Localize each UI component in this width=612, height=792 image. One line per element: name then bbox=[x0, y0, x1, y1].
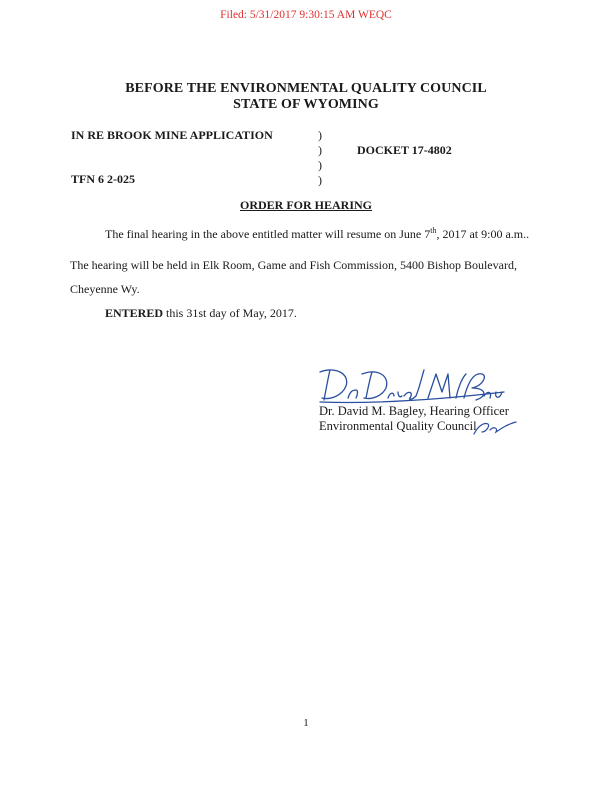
page-number: 1 bbox=[303, 717, 309, 729]
title-line-1: BEFORE THE ENVIRONMENTAL QUALITY COUNCIL bbox=[125, 81, 487, 96]
caption-docket: DOCKET 17-4802 bbox=[357, 143, 452, 157]
caption-matter: IN RE BROOK MINE APPLICATION bbox=[71, 128, 273, 142]
signature-name: Dr. David M. Bagley, Hearing Officer bbox=[319, 404, 509, 418]
caption-paren: ) bbox=[318, 128, 322, 142]
caption-paren: ) bbox=[318, 143, 322, 157]
caption-paren: ) bbox=[318, 158, 322, 172]
handwritten-initials bbox=[470, 416, 518, 438]
entered-line bbox=[105, 306, 297, 321]
signature-title: Environmental Quality Council bbox=[319, 419, 477, 433]
filed-stamp: Filed: 5/31/2017 9:30:15 AM WEQC bbox=[220, 9, 392, 21]
caption-tfn: TFN 6 2-025 bbox=[71, 172, 135, 186]
order-heading: ORDER FOR HEARING bbox=[239, 198, 372, 212]
entered-rest: this 31st day of May, 2017. bbox=[163, 306, 297, 320]
body-paragraph-3: Cheyenne Wy. bbox=[70, 282, 140, 296]
title-line-2: STATE OF WYOMING bbox=[233, 97, 379, 112]
caption-paren: ) bbox=[318, 173, 322, 187]
handwritten-signature bbox=[316, 362, 506, 406]
body-p1-sup: th bbox=[430, 226, 437, 235]
body-paragraph-2: The hearing will be held in Elk Room, Game and Fish Commission, 5400 Bishop Boulevard, bbox=[70, 258, 517, 272]
body-p1-after: , 2017 at 9:00 a.m.. bbox=[436, 227, 530, 241]
body-paragraph-1 bbox=[105, 227, 529, 242]
body-p1-before: The final hearing in the above entitled matter will resume on June 7 bbox=[105, 227, 431, 241]
entered-bold: ENTERED bbox=[105, 306, 164, 320]
